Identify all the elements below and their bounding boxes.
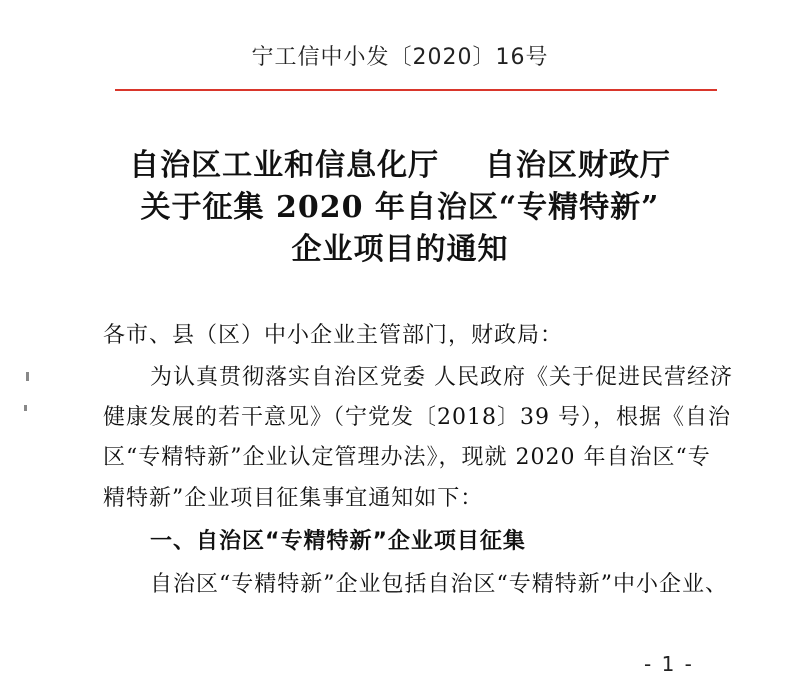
page-number: - 1 - <box>644 652 694 676</box>
paragraph-1-line-1: 为认真贯彻落实自治区党委 人民政府《关于促进民营经济 <box>150 365 733 390</box>
scan-artifact-mark <box>24 405 27 411</box>
paragraph-2-line-1: 自治区“专精特新”企业包括自治区“专精特新”中小企业、 <box>150 572 728 597</box>
document-number: 宁工信中小发〔2020〕16号 <box>251 45 549 70</box>
red-divider-line <box>115 89 717 91</box>
scan-artifact-mark <box>26 372 29 381</box>
paragraph-1-line-4: 精特新”企业项目征集事宜通知如下： <box>103 486 484 511</box>
paragraph-1-line-2: 健康发展的若干意见》（宁党发〔2018〕39 号），根据《自治 <box>103 405 731 430</box>
paragraph-1-line-3: 区“专精特新”企业认定管理办法》，现就 2020 年自治区“专 <box>103 445 711 470</box>
addressee-line: 各市、县（区）中小企业主管部门，财政局： <box>103 323 564 348</box>
title-line-3: 企业项目的通知 <box>291 232 509 267</box>
title-line-2: 关于征集 2020 年自治区“专精特新” <box>140 190 660 225</box>
section-1-heading: 一、自治区“专精特新”企业项目征集 <box>150 529 526 554</box>
title-line-1: 自治区工业和信息化厅 自治区财政厅 <box>129 148 671 183</box>
